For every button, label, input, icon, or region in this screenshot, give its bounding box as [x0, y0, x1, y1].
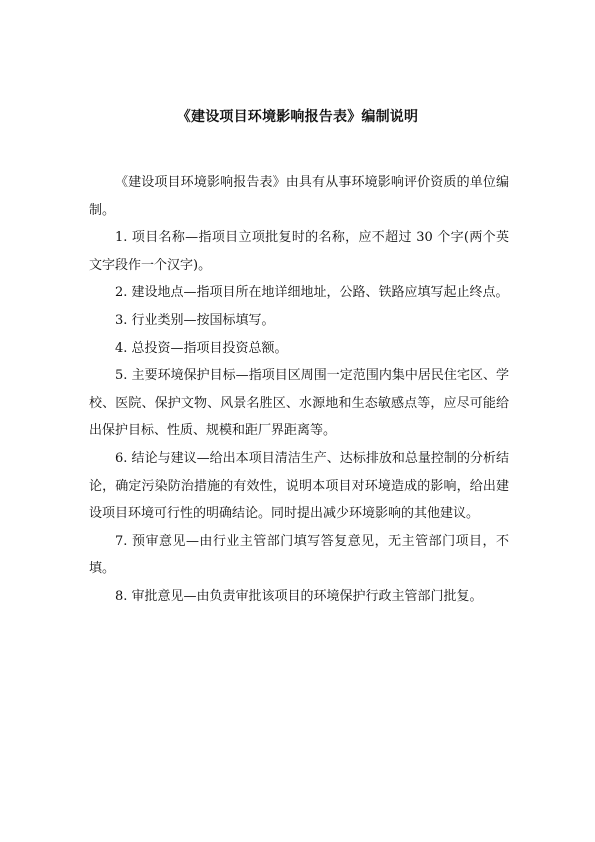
item-preliminary-review: 7. 预审意见—由行业主管部门填写答复意见，无主管部门项目，不填。 — [89, 533, 509, 577]
item-industry-category: 3. 行业类别—按国标填写。 — [115, 312, 275, 328]
item-approval-opinion: 8. 审批意见—由负责审批该项目的环境保护行政主管部门批复。 — [115, 588, 483, 604]
item-conclusions: 6. 结论与建议—给出本项目清洁生产、达标排放和总量控制的分析结论，确定污染防治措施的有效性，说明本项目对环境造成的影响，给出建设项目环境可行性的明确结论。同时提出减少环境影响的其他建议。 — [89, 450, 509, 522]
item-protection-targets: 5. 主要环境保护目标—指项目区周围一定范围内集中居民住宅区、学校、医院、保护文物、风景名胜区、水源地和生态敏感点等，应尽可能给出保护目标、性质、规模和距厂界距离等。 — [89, 368, 509, 439]
item-total-investment: 4. 总投资—指项目投资总额。 — [115, 340, 288, 356]
document-body — [89, 169, 509, 611]
intro-paragraph: 《建设项目环境影响报告表》由具有从事环境影响评价资质的单位编制。 — [89, 175, 509, 218]
item-construction-site: 2. 建设地点—指项目所在地详细地址，公路、铁路应填写起止终点。 — [115, 285, 509, 301]
item-project-name: 1. 项目名称—指项目立项批复时的名称，应不超过 30 个字(两个英文字段作一个汉字)。 — [89, 230, 509, 273]
document-title: 《建设项目环境影响报告表》编制说明 — [176, 109, 419, 125]
